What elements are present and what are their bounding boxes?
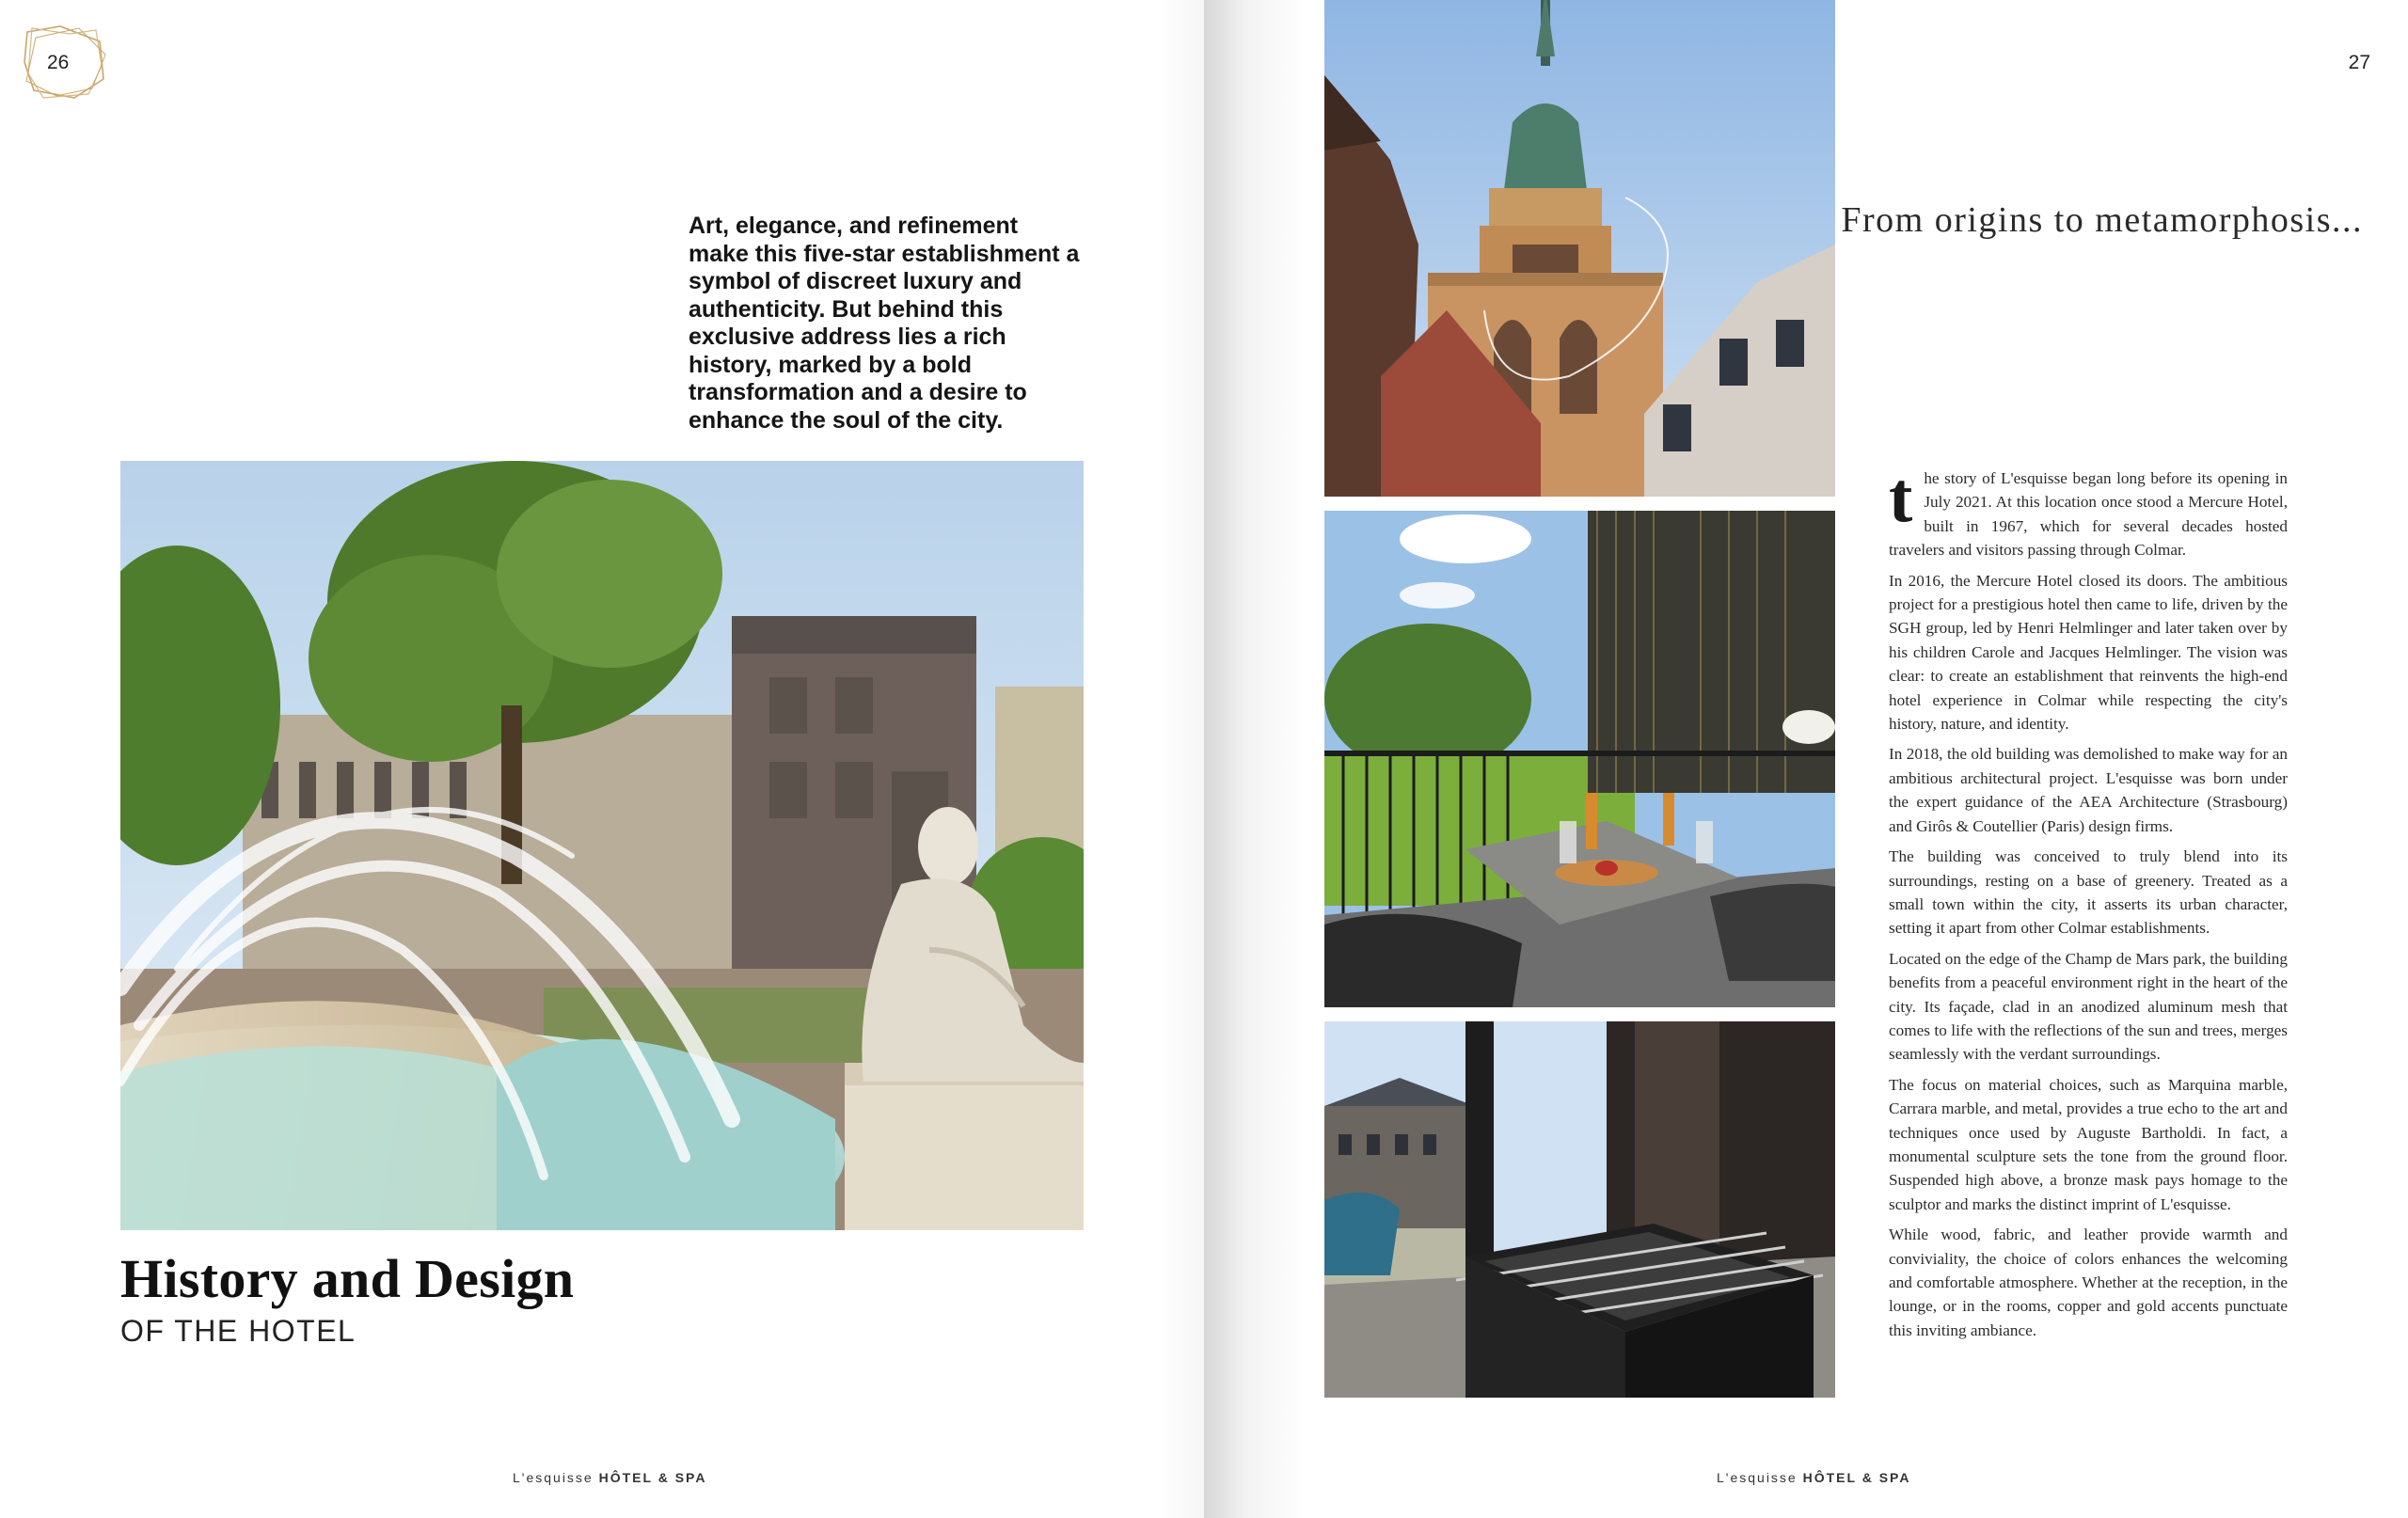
section-title: From origins to metamorphosis... (1841, 200, 2363, 240)
terrace-photo (1324, 511, 1835, 1007)
body-paragraph-6: The focus on material choices, such as Marquina marble, Carrara marble, and metal, provides a true echo to the art and techniques once used by Auguste Bartholdi. In fact, a monumental sculpture sets the tone from the ground floor. Suspended high above, a bronze mask pays homage to the sculptor and marks the distinct imprint of L'esquisse. (1889, 1075, 2288, 1213)
footer-brand-name: L'esquisse (513, 1470, 594, 1485)
article-heading (120, 1247, 574, 1349)
footer-brand-right (1717, 1470, 1910, 1485)
article-subtitle: OF THE HOTEL (120, 1314, 356, 1348)
body-paragraph-2: In 2016, the Mercure Hotel closed its doors. The ambitious project for a prestigious hotel then came to life, driven by the SGH group, led by Henri Helmlinger and later taken over by his children Carole and Jacques Helmlinger. The vision was clear: to create an establishment that reinvents the high-end hotel experience in Colmar while respecting the city's history, nature, and identity. (1889, 571, 2288, 734)
right-page (1204, 0, 2408, 1518)
games-room-photo (1324, 1021, 1835, 1398)
body-paragraph-1-text: he story of L'esquisse began long before its opening in July 2021. At this location once stood a Mercure Hotel, built in 1967, which for several decades hosted travelers and visitors passing through Colmar. (1889, 469, 2288, 560)
body-paragraph-3: In 2018, the old building was demolished to make way for an ambitious architectural project. L'esquisse was born under the expert guidance of the AEA Architecture (Strasbourg) and Girôs & Coutellier (Paris) design firms. (1889, 745, 2288, 835)
page-number-left: 26 (47, 52, 70, 73)
footer-brand-name: L'esquisse (1717, 1470, 1798, 1485)
drop-cap: t (1889, 458, 1913, 537)
footer-brand-left (513, 1470, 706, 1485)
body-paragraph-5: Located on the edge of the Champ de Mars park, the building benefits from a peaceful environment right in the heart of the city. Its façade, clad in an anodized aluminum mesh that comes to life with the reflections of the sun and trees, merges seamlessly with the verdant surroundings. (1889, 949, 2288, 1064)
article-body (1889, 458, 2288, 1349)
footer-brand-suffix: HÔTEL & SPA (1802, 1470, 1911, 1485)
body-paragraph-7: While wood, fabric, and leather provide warmth and conviviality, the choice of colors enhances the welcoming and comfortable atmosphere. Whether at the reception, in the lounge, or in the rooms, copper and gold accents punctuate this inviting ambiance. (1889, 1225, 2288, 1339)
body-paragraph-4: The building was conceived to truly blend into its surroundings, resting on a base of greenery. Treated as a small town within the city, it asserts its urban character, setting it apart from other Colmar establishments. (1889, 847, 2288, 938)
footer-brand-suffix: HÔTEL & SPA (598, 1470, 707, 1485)
page-number-right: 27 (2348, 52, 2370, 73)
intro-paragraph: Art, elegance, and refinement make this five-star establishment a symbol of discreet luxury and authenticity. But behind this exclusive address lies a rich history, marked by a bold transformation and a desire to enhance the soul of the city. (689, 213, 1080, 434)
body-paragraph-1 (1889, 458, 2288, 562)
hero-fountain-photo (120, 461, 1084, 1230)
church-tower-photo (1324, 0, 1835, 497)
article-title: History and Design (120, 1248, 575, 1309)
